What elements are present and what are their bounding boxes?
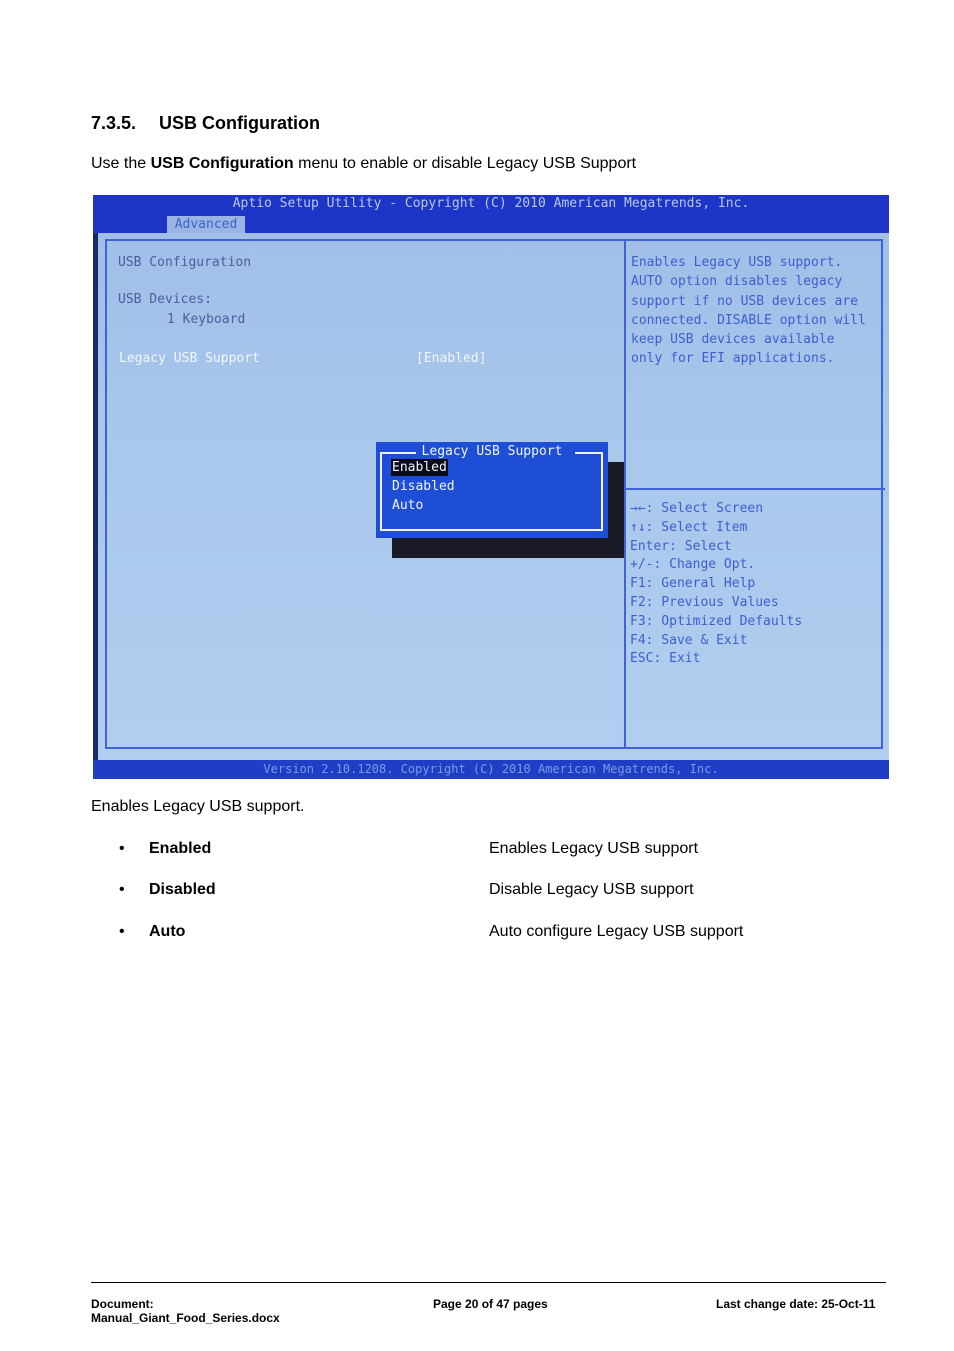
key-line: F1: General Help [630, 576, 756, 592]
bios-screenshot [93, 195, 889, 779]
bullet-marker: • [119, 840, 125, 857]
help-text [631, 253, 866, 369]
footer-divider [91, 1282, 886, 1283]
popup-title: Legacy USB Support [421, 444, 563, 459]
usb-devices-value: 1 Keyboard [167, 312, 246, 327]
key-line: F3: Optimized Defaults [630, 613, 803, 629]
legacy-usb-support-label[interactable]: Legacy USB Support [119, 351, 260, 366]
option-desc: Disable Legacy USB support [489, 881, 694, 898]
key-line: →←: Select Screen [630, 501, 764, 516]
bios-title: Aptio Setup Utility - Copyright (C) 2010 American Megatrends, Inc. [232, 196, 750, 211]
section-heading [91, 113, 320, 134]
help-line: keep USB devices available [631, 332, 835, 348]
key-legend [630, 500, 802, 669]
footer-document [91, 1297, 280, 1325]
popup-option-enabled[interactable]: Enabled [392, 460, 447, 475]
bios-vertical-divider [624, 241, 626, 749]
help-line: AUTO option disables legacy [631, 274, 843, 290]
option-name: Enabled [149, 840, 212, 857]
bullet-marker: • [119, 881, 125, 898]
intro-prefix: Use the [91, 155, 151, 172]
intro-paragraph [91, 155, 636, 173]
help-line: only for EFI applications. [631, 351, 835, 367]
key-line: Enter: Select [630, 538, 732, 554]
bios-horizontal-divider [626, 488, 885, 490]
bullet-marker: • [119, 923, 125, 940]
footer-last-change: Last change date: 25-Oct-11 [716, 1297, 876, 1311]
intro-suffix: menu to enable or disable Legacy USB Support [293, 155, 637, 172]
section-title: USB Configuration [159, 113, 320, 133]
option-desc: Enables Legacy USB support [489, 840, 699, 857]
legacy-usb-support-value[interactable]: [Enabled] [416, 351, 487, 366]
usb-config-heading: USB Configuration [118, 255, 252, 270]
help-line: Enables Legacy USB support. [631, 255, 843, 270]
section-number: 7.3.5. [91, 113, 137, 133]
key-line: F2: Previous Values [630, 594, 779, 610]
footer-page-number: Page 20 of 47 pages [433, 1297, 548, 1311]
caption: Enables Legacy USB support. [91, 798, 305, 815]
key-line: ESC: Exit [630, 651, 701, 667]
bios-footer: Version 2.10.1208. Copyright (C) 2010 American Megatrends, Inc. [263, 762, 719, 776]
help-line: support if no USB devices are [631, 293, 858, 309]
option-name: Auto [149, 923, 186, 940]
option-desc: Auto configure Legacy USB support [489, 923, 744, 940]
popup-option-disabled[interactable]: Disabled [392, 479, 455, 494]
tab-advanced[interactable]: Advanced [167, 216, 245, 233]
key-line: F4: Save & Exit [630, 632, 748, 648]
option-name: Disabled [149, 881, 216, 898]
key-line: +/-: Change Opt. [630, 557, 756, 573]
help-line: connected. DISABLE option will [631, 312, 866, 328]
popup-option-auto[interactable]: Auto [392, 498, 424, 513]
usb-devices-label: USB Devices: [118, 292, 212, 307]
key-line: ↑↓: Select Item [630, 519, 748, 535]
footer-doc-label: Document: [91, 1297, 154, 1311]
footer-doc-name: Manual_Giant_Food_Series.docx [91, 1311, 280, 1325]
bios-left-edge [93, 233, 98, 779]
intro-bold: USB Configuration [150, 155, 294, 172]
legacy-usb-popup[interactable] [376, 442, 608, 538]
